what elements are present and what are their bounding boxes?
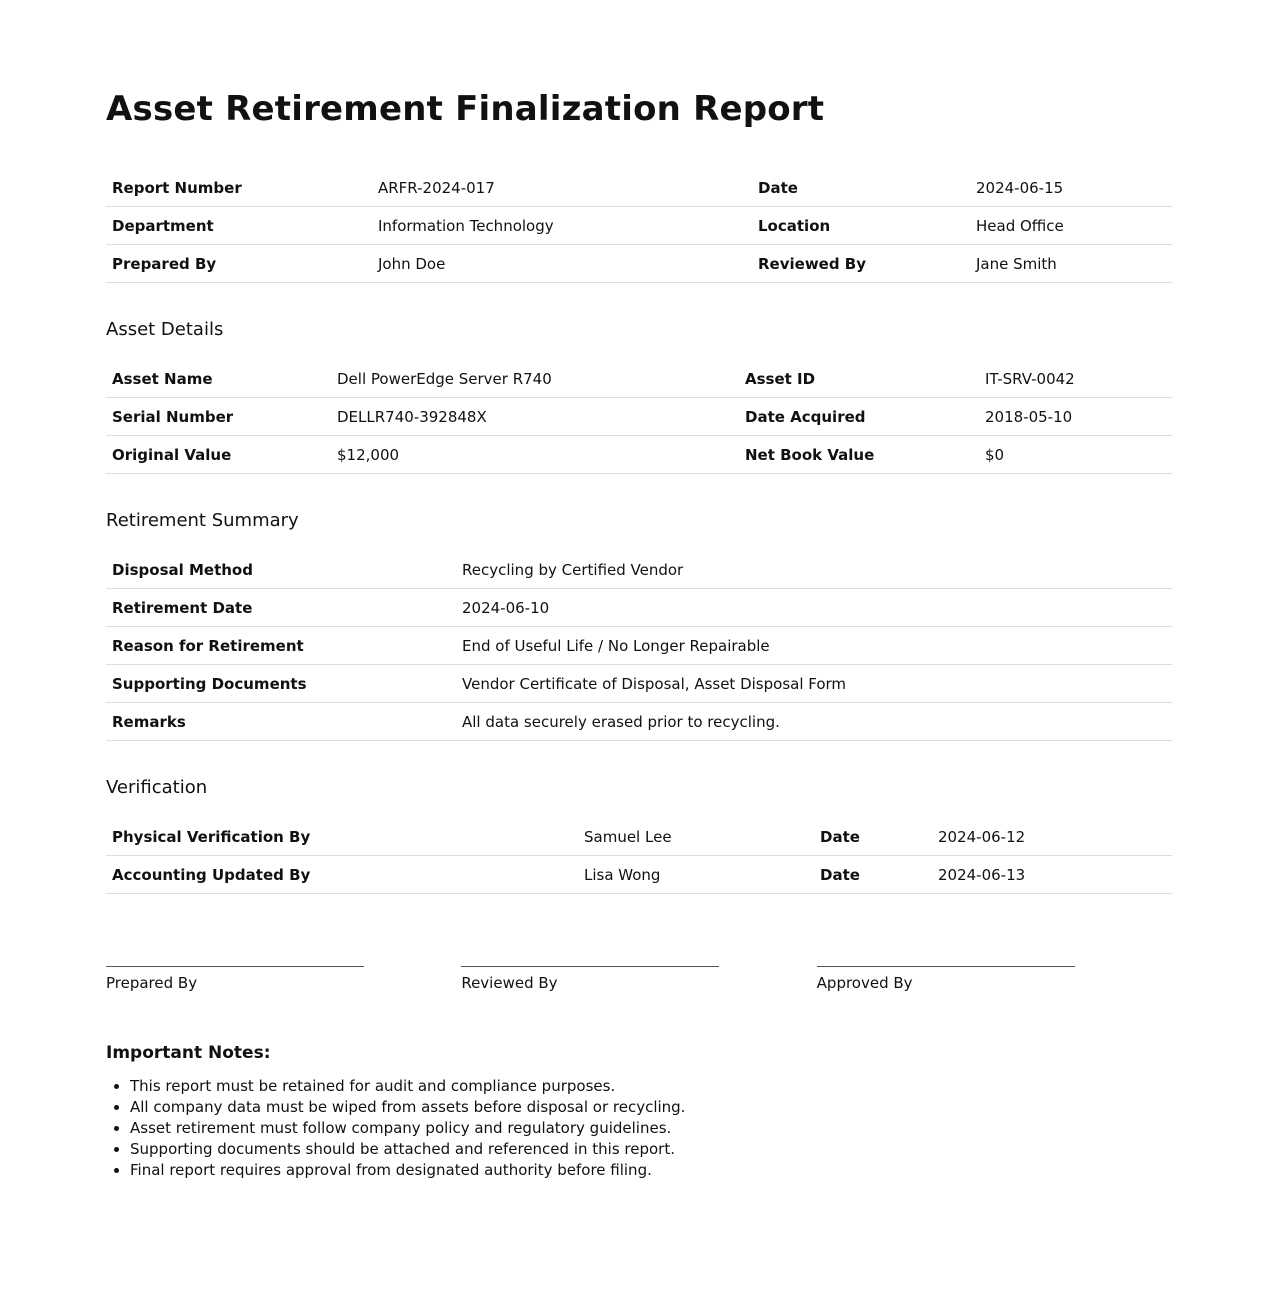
report-page: [106, 0, 1172, 1181]
list-item: • Asset retirement must follow company policy and regulatory guidelines.: [130, 1118, 1172, 1139]
accounting-date-value: 2024-06-13: [932, 856, 1172, 894]
department-label: Department: [106, 207, 372, 245]
report-title: Asset Retirement Finalization Report: [106, 89, 825, 129]
table-row: [106, 551, 1172, 589]
retirement-summary-table: [106, 551, 1172, 741]
reviewed-by-label: Reviewed By: [752, 245, 970, 283]
physical-verification-value: Samuel Lee: [578, 818, 814, 856]
verification-heading: Verification: [106, 777, 208, 798]
date-label: Date: [752, 169, 970, 207]
prepared-by-label: Prepared By: [106, 245, 372, 283]
date-acquired-value: 2018-05-10: [979, 398, 1172, 436]
retirement-date-label: Retirement Date: [106, 589, 456, 627]
table-row: [106, 589, 1172, 627]
report-number-value: ARFR-2024-017: [372, 169, 752, 207]
list-item: • Supporting documents should be attached and referenced in this report.: [130, 1139, 1172, 1160]
retirement-date-value: 2024-06-10: [456, 589, 1172, 627]
date-acquired-label: Date Acquired: [739, 398, 979, 436]
reason-label: Reason for Retirement: [106, 627, 456, 665]
list-item: • This report must be retained for audit and compliance purposes.: [130, 1076, 1172, 1097]
asset-details-heading: Asset Details: [106, 319, 224, 340]
supporting-documents-value: Vendor Certificate of Disposal, Asset Disposal Form: [456, 665, 1172, 703]
signature-block: [106, 966, 1172, 994]
supporting-documents-label: Supporting Documents: [106, 665, 456, 703]
table-row: [106, 207, 1172, 245]
department-value: Information Technology: [372, 207, 752, 245]
date-value: 2024-06-15: [970, 169, 1172, 207]
physical-verification-date-label: Date: [814, 818, 932, 856]
reviewed-by-value: Jane Smith: [970, 245, 1172, 283]
table-row: [106, 665, 1172, 703]
prepared-signature: [106, 966, 461, 994]
retirement-summary-heading: Retirement Summary: [106, 510, 299, 531]
table-row: [106, 703, 1172, 741]
reason-value: End of Useful Life / No Longer Repairable: [456, 627, 1172, 665]
asset-name-value: Dell PowerEdge Server R740: [331, 360, 739, 398]
serial-number-value: DELLR740-392848X: [331, 398, 739, 436]
reviewed-signature: [461, 966, 816, 994]
accounting-date-label: Date: [814, 856, 932, 894]
accounting-updated-label: Accounting Updated By: [106, 856, 578, 894]
asset-id-label: Asset ID: [739, 360, 979, 398]
signature-label: Approved By: [816, 974, 913, 992]
original-value-label: Original Value: [106, 436, 331, 474]
physical-verification-label: Physical Verification By: [106, 818, 578, 856]
asset-name-label: Asset Name: [106, 360, 331, 398]
remarks-value: All data securely erased prior to recycling.: [456, 703, 1172, 741]
table-row: [106, 169, 1172, 207]
report-info-table: [106, 169, 1172, 283]
signature-line: [461, 966, 719, 967]
notes-title: Important Notes:: [106, 1043, 271, 1063]
asset-details-table: [106, 360, 1172, 474]
table-row: [106, 436, 1172, 474]
net-book-value-value: $0: [979, 436, 1172, 474]
verification-table: [106, 818, 1172, 894]
list-item: • Final report requires approval from designated authority before filing.: [130, 1160, 1172, 1181]
serial-number-label: Serial Number: [106, 398, 331, 436]
table-row: [106, 818, 1172, 856]
table-row: [106, 856, 1172, 894]
table-row: [106, 245, 1172, 283]
disposal-method-value: Recycling by Certified Vendor: [456, 551, 1172, 589]
table-row: [106, 360, 1172, 398]
signature-label: Reviewed By: [461, 974, 558, 992]
approved-signature: [817, 966, 1172, 994]
table-row: [106, 627, 1172, 665]
asset-id-value: IT-SRV-0042: [979, 360, 1172, 398]
original-value-value: $12,000: [331, 436, 739, 474]
notes-list: [106, 1076, 1172, 1181]
remarks-label: Remarks: [106, 703, 456, 741]
signature-line: [106, 966, 364, 967]
list-item: • All company data must be wiped from assets before disposal or recycling.: [130, 1097, 1172, 1118]
accounting-updated-value: Lisa Wong: [578, 856, 814, 894]
disposal-method-label: Disposal Method: [106, 551, 456, 589]
signature-label: Prepared By: [106, 974, 198, 992]
table-row: [106, 398, 1172, 436]
signature-line: [817, 966, 1075, 967]
physical-verification-date-value: 2024-06-12: [932, 818, 1172, 856]
location-value: Head Office: [970, 207, 1172, 245]
report-number-label: Report Number: [106, 169, 372, 207]
location-label: Location: [752, 207, 970, 245]
net-book-value-label: Net Book Value: [739, 436, 979, 474]
prepared-by-value: John Doe: [372, 245, 752, 283]
